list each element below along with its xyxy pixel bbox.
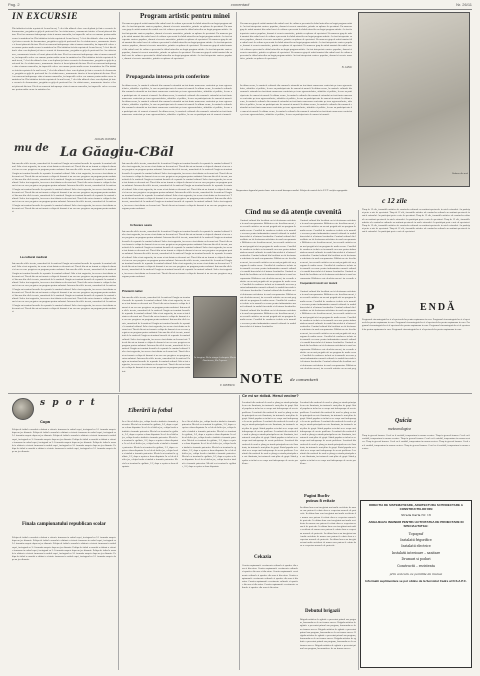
enda-letter: P [366,302,375,317]
program-title: Program artistic pentru minei [140,12,230,20]
announcement-item: Topograf [408,531,424,536]
gaagiu-subhead-2: In fiecare seara [130,223,152,227]
sport-photo [12,398,34,420]
page-number: Pag. 2 [8,2,20,7]
issue-number: Nr. 26/11 [456,2,472,7]
note-headline: Ce mi se ridică. Herul vecine? [242,393,299,398]
sport-section: Cupa [40,419,50,424]
debut-text: Brigada artistica de agitatie a prezentat primul sau program, bucurandu-se de un frumos succes. Brigada artistica de agitatie a prezentat primul sau program, bucurandu-se de un frumos succes. Brigada artistica de agitatie a prezentat primul sau program, bucurandu-se de un frumos succes. Brigada artistica de agitatie a prezentat primul sau program, bucurandu-se de un frumos succes. Brigada artistica de agitatie a prezentat primul sau program, bucurandu-se de un frumos succes. Brigada artistica de agitatie a prezentat primul sau program, bucurandu-se de un frumos succes. [300,618,356,650]
announcement-title: DIRECTIA DE SISTEMATIZARE, ARHITECTURA SI PROIECTARE A CONSTRUCTIILOR DIN [369,503,463,511]
gaagiu-prefix: mu de [14,143,49,154]
cind-text-c: Caminul cultural din localitate nu isi desfasoara activitatea in mod corespunzator. Biblioteca este deschisa rareori, iar cercurile artistice nu au mai pregatit nici un program de multa vreme. Consiliul de conducere trebuie sa ia masurile necesare pentru imbunatatirea muncii culturale in randul tineretului si al tuturor locuitorilor. Caminul cultural din localitate nu isi desfasoara activitatea in mod corespunzator. Biblioteca este deschisa rareori, iar cercurile artistice nu au mai pregatit nici un program de multa vreme. Consiliul de conducere trebuie sa ia masurile necesare pentru imbunatatirea muncii culturale in randul tineretului si al tuturor locuitorilor. Caminul cultural din localitate nu isi desfasoara activitatea in mod corespunzator. Biblioteca este deschisa rareori, iar cercurile artistice nu au mai pregatit nici un program de multa vreme. Consiliul de conducere trebuie sa ia masurile necesare pentru imbunatatirea muncii culturale in randul tineretului si al tuturor locuitorilor. Caminul cultural din localitate nu isi desfasoara activitatea in mod corespunzator. Biblioteca este deschisa rareori, iar cercurile artistice nu au mai pregatit nici un program de multa vreme. Consiliul de conducere trebuie sa ia masurile necesare pentru imbunatatirea muncii culturale in randul tineretului si al tuturor locuitorilor. Caminul cultural din localitate nu isi desfasoara activitatea in mod corespunzator. Biblioteca este deschisa rareori, iar cercurile artistice nu au mai preg [300,290,356,370]
excursie-signature: IULIAN CONDEA [94,138,116,141]
quicia-title: Quicia [395,418,412,424]
announcement-address: Strada Karla Nr. 16 [401,512,431,517]
announcement-item: Instalatii electrice [401,544,431,549]
propaganda-text-b: In ultima vreme, la caminele culturale din comunele raionului au fost tinute numeroase conferinte pe teme agrozootehnice, stiintifice si politice, la care au participat sute de oameni ai muncii. In ultima vreme, la caminele culturale din comunele raionului au fost tinute numeroase conferinte pe teme agrozootehnice, stiintifice si politice, la care au participat sute de oameni ai muncii. In ultima vreme, la caminele culturale din comunele raionului au fost tinute numeroase conferinte pe teme agrozootehnice, stiintifice si politice, la care au participat sute de oameni ai muncii. In ultima vreme, la caminele culturale din comunele raionului au fost tinute numeroase conferinte pe teme agrozootehnice, stiintifice si politice, la care au participat sute de oameni ai muncii. In ultima vreme, la caminele culturale din comunele raionului au fost tinute numeroase conferinte pe teme agrozootehnice, stiintifice si politice, la care au participat sute de oameni ai muncii. In ultima vreme, la caminele culturale din comunele raionului au fost tinute numeroase conferinte pe teme agrozootehnice, stiintifice si politice, la care au participat sute de oameni ai muncii. [240,84,352,116]
cind-subhead: Cooperatorii nostri vor muncii [300,282,338,285]
gaagiu-signature: V. IONESCU [219,384,235,387]
sport-title: s p o r t [40,398,97,408]
job-announcement [360,500,472,668]
enda-title: ENDĂ [420,302,457,313]
gaagiu-text-col1b: Intr-una din zilele trecute, muncitorii de la santierul Gaagiu au terminat lucrarile de reparatie la caminul cultural. Sala a fost zugravita, iar scena a fost dotata cu decoruri noi. Tinerii din sat au format o echipa de dansuri si un cor care pregatesc un program pentru sarbatori. Intr-una din zilele trecute, muncitorii de la santierul Gaagiu au terminat lucrarile de reparatie la caminul cultural. Sala a fost zugravita, iar scena a fost dotata cu decoruri noi. Tinerii din sat au format o echipa de dansuri si un cor care pregatesc un program pentru sarbatori. Intr-una din zilele trecute, muncitorii de la santierul Gaagiu au terminat lucrarile de reparatie la caminul cultural. Sala a fost zugravita, iar scena a fost dotata cu decoruri noi. Tinerii din sat au format o echipa de dansuri si un cor care pregatesc un program pentru sarbatori. Intr-una din zilele trecute, muncitorii de la santierul Gaagiu au terminat lucrarile de reparatie la caminul cultural. Sala a fost zugravita, iar scena a fost dotata cu decoruri noi. Tinerii din sat au format o echipa de dansuri si un cor care pregatesc un program pentru sarbatori. Intr-una din zilele trecute, muncitorii de la santierul Gaagiu au terminat lucrarile de reparatie la caminul cultural. Sala a fost zugravita, iar scena a fost dotata cu decoruri noi. Tinerii din sat au format o echipa de dansuri si un cor care pregatesc un program pentru sarbatori. Intr-una din zilele trecute, muncitorii de la santierul Gaagiu au terminat lucrarile de reparatie la caminul cultural. Sala a fost zugravita, iar scena a fost dotata cu decoruri noi. Tinerii din sat au format o echipa de dansuri si un cor care pregatesc un program pentru sarbatori. [12,262,116,314]
pagini-text: In ultima luna s-au inregistrat mai multe accidente de munca care puteau fi evitate daca se respectau normele de protectie. In ultima luna s-au inregistrat mai multe accidente de munca care puteau fi evitate daca se respectau normele de protectie. In ultima luna s-au inregistrat mai multe accidente de munca care puteau fi evitate daca se respectau normele de protectie. In ultima luna s-au inregistrat mai multe accidente de munca care puteau fi evitate daca se respectau normele de protectie. In ultima luna s-au inregistrat mai multe accidente de munca care puteau fi evitate daca se respectau normele de protectie. In ultima luna s-au inregistrat mai multe accidente de munca care puteau fi evitate daca se respectau normele de protectie. [300,506,356,548]
propaganda-title: Propaganda intensa prin conferinte [126,74,210,80]
announcement-subtitle: ANGAJEAZA INGINERI PENTRU ACTIVITATEA DE PROIECTARE IN SPECIALITATILE: [368,520,464,528]
sport-text-a: Echipa de fotbal a orasului a obtinut o victorie frumoasa in cadrul cupei, invingand cu 3-1 formatia oaspete dupa un joc dinamic. Echipa de fotbal a orasului a obtinut o victorie frumoasa in cadrul cupei, invingand cu 3-1 formatia oaspete dupa un joc dinamic. Echipa de fotbal a orasului a obtinut o victorie frumoasa in cadrul cupei, invingand cu 3-1 formatia oaspete dupa un joc dinamic. Echipa de fotbal a orasului a obtinut o victorie frumoasa in cadrul cupei, invingand cu 3-1 formatia oaspete dupa un joc dinamic. Echipa de fotbal a orasului a obtinut o victorie frumoasa in cadrul cupei, invingand cu 3-1 formatia oaspete dupa un joc dinamic. Echipa de fotbal a orasului a obtinut o victorie frumoasa in cadrul cupei, invingand cu 3-1 formatia oaspete dupa un joc dinamic. [12,428,116,454]
debut-title: Debutul brigazii [305,609,340,614]
landscape-photo-caption: Temperatura lagarului pentru bare: este cu mult deasupra mediei. Echipa de control de la C.F.T. verifica agregatele. [236,189,348,192]
landscape-photo [358,12,470,187]
announcement-item: Instalatii interioare – sanitare [391,550,441,555]
note-text-b: Locuitorii din cartierul de nord se plang ca strada principala nu este iluminata, iar trotuarele sunt pline de gropi. Sfatul popular ar trebui sa se ocupe mai indeaproape de aceste probleme. Locuitorii din cartierul de nord se plang ca strada principala nu este iluminata, iar trotuarele sunt pline de gropi. Sfatul popular ar trebui sa se ocupe mai indeaproape de aceste probleme. Locuitorii din cartierul de nord se plang ca strada principala nu este iluminata, iar trotuarele sunt pline de gropi. Sfatul popular ar trebui sa se ocupe mai indeaproape de aceste probleme. Locuitorii din cartierul de nord se plang ca strada principala nu este iluminata, iar trotuarele sunt pline de gropi. Sfatul popular ar trebui sa se ocupe mai indeaproape de aceste probleme. Locuitorii din cartierul de nord se plang ca strada principala nu este iluminata, iar trotuarele sunt pline de gropi. Sfatul popular ar trebui sa se ocupe mai indeaproape de aceste probleme. Locuitorii din cartierul de nord se plang ca strada principala nu este iluminata, iar trotuarele sunt pline de gropi. Sfatul popular ar trebui sa se ocupe mai indeaproape de aceste probleme. [300,401,356,465]
program-signature: N. IANU [341,66,352,69]
section-name: comentarii [230,2,250,7]
gaagiu-title: La Găagiu-CBăl [60,145,174,160]
elbere-title: Elberării la fotbal [128,408,173,414]
cind-text-a: Caminul cultural din localitate nu isi desfasoara activitatea in mod corespunzator. Biblioteca este deschisa rareori, iar cercurile artistice nu au mai pregatit nici un program de multa vreme. Consiliul de conducere trebuie sa ia masurile necesare pentru imbunatatirea muncii culturale in randul tineretului si al tuturor locuitorilor. Caminul cultural din localitate nu isi desfasoara activitatea in mod corespunzator. Biblioteca este deschisa rareori, iar cercurile artistice nu au mai pregatit nici un program de multa vreme. Consiliul de conducere trebuie sa ia masurile necesare pentru imbunatatirea muncii culturale in randul tineretului si al tuturor locuitorilor. Caminul cultural din localitate nu isi desfasoara activitatea in mod corespunzator. Biblioteca este deschisa rareori, iar cercurile artistice nu au mai pregatit nici un program de multa vreme. Consiliul de conducere trebuie sa ia masurile necesare pentru imbunatatirea muncii culturale in randul tineretului si al tuturor locuitorilor. Caminul cultural din localitate nu isi desfasoara activitatea in mod corespunzator. Biblioteca este deschisa rareori, iar cercurile artistice nu au mai pregatit nici un program de multa vreme. Consiliul de conducere trebuie sa ia masurile necesare pentru imbunatatirea muncii culturale in randul tineretului si al tuturor locuitorilor. Caminul cultural din localitate nu isi desfasoara activitatea in mod corespunzator. Biblioteca este deschisa rareori, iar cercurile artistice nu au mai pregatit nici un program de multa vreme. Consiliul de conducere trebuie sa ia masurile necesare pentru imbunatatirea muncii culturale in randul tineretului si al tuturor locuitorilor. Caminul cultural din localitate nu isi desfasoara activitatea in mod corespunzator. Biblioteca este deschisa rareori, iar cercurile artistice nu au mai pregatit nici un program de multa vreme. Consiliul de conducere trebuie sa ia masurile necesare pentru imbunatatirea muncii culturale in randul tineretului si al tuturor locuitorilor. [240,219,296,328]
excursie-text: Din initiativa fericita repetata de la anul trecut, 7 elevi din ultimele clase s-au deplasat joi intr-o excursie de documentare, pregatita cu grija de profesorii lor. Au vizitat muzee, monumente istorice si locuri pitoresti din tara. Elevii au cunoscut indeaproape viata si munca oamenilor, iar impresiile culese vor ramane pentru multa vreme in amintirea lor. Din initiativa fericita repetata de la anul trecut, 7 elevi din ultimele clase s-au deplasat joi intr-o excursie de documentare, pregatita cu grija de profesorii lor. Au vizitat muzee, monumente istorice si locuri pitoresti din tara. Elevii au cunoscut indeaproape viata si munca oamenilor, iar impresiile culese vor ramane pentru multa vreme in amintirea lor. Din initiativa fericita repetata de la anul trecut, 7 elevi din ultimele clase s-au deplasat joi intr-o excursie de documentare, pregatita cu grija de profesorii lor. Au vizitat muzee, monumente istorice si locuri pitoresti din tara. Elevii au cunoscut indeaproape viata si munca oamenilor, iar impresiile culese vor ramane pentru multa vreme in amintirea lor. Din initiativa fericita repetata de la anul trecut, 7 elevi din ultimele clase s-au deplasat joi intr-o excursie de documentare, pregatita cu grija de profesorii lor. Au vizitat muzee, monumente istorice si locuri pitoresti din tara. Elevii au cunoscut indeaproape viata si munca oamenilor, iar impresiile culese vor ramane pentru multa vreme in amintirea lor. Din initiativa fericita repetata de la anul trecut, 7 elevi din ultimele clase s-au deplasat joi intr-o excursie de documentare, pregatita cu grija de profesorii lor. Au vizitat muzee, monumente istorice si locuri pitoresti din tara. Elevii au cunoscut indeaproape viata si munca oamenilor, iar impresiile culese vor ramane pentru multa vreme in amintirea lor. Din initiativa fericita repetata de la anul trecut, 7 elevi din ultimele clase s-au deplasat joi intr-o excursie de documentare, pregatita cu grija de profesorii lor. Au vizitat muzee, monumente istorice si locuri pitoresti din tara. Elevii au cunoscut indeaproape viata si munca oamenilor, iar impresiile culese vor ramane pentru multa vreme in amintirea lor. [12,27,116,91]
program-text-a: Un numeros grup de artisti amatori din cadrul casei de cultura a prezentat la clubul minerilor un bogat program artistic. Au fost interpretate cantece populare, dansuri si scenete umoristice, primite cu aplauze de spectatori. Un numeros grup de artisti amatori din cadrul casei de cultura a prezentat la clubul minerilor un bogat program artistic. Au fost interpretate cantece populare, dansuri si scenete umoristice, primite cu aplauze de spectatori. Un numeros grup de artisti amatori din cadrul casei de cultura a prezentat la clubul minerilor un bogat program artistic. Au fost interpretate cantece populare, dansuri si scenete umoristice, primite cu aplauze de spectatori. Un numeros grup de artisti amatori din cadrul casei de cultura a prezentat la clubul minerilor un bogat program artistic. Au fost interpretate cantece populare, dansuri si scenete umoristice, primite cu aplauze de spectatori. Un numeros grup de artisti amatori din cadrul casei de cultura a prezentat la clubul minerilor un bogat program artistic. Au fost interpretate cantece populare, dansuri si scenete umoristice, primite cu aplauze de spectatori. Un numeros grup de artisti amatori din cadrul casei de cultura a prezentat la clubul minerilor un bogat program artistic. Au fost interpretate cantece populare, dansuri si scenete umoristice, primite cu aplauze de spectatori. [122,22,232,61]
announcement-item: Drumuri si poduri [401,557,431,562]
page-header [8,3,472,10]
cind-text-b: Caminul cultural din localitate nu isi desfasoara activitatea in mod corespunzator. Biblioteca este deschisa rareori, iar cercurile artistice nu au mai pregatit nici un program de multa vreme. Consiliul de conducere trebuie sa ia masurile necesare pentru imbunatatirea muncii culturale in randul tineretului si al tuturor locuitorilor. Caminul cultural din localitate nu isi desfasoara activitatea in mod corespunzator. Biblioteca este deschisa rareori, iar cercurile artistice nu au mai pregatit nici un program de multa vreme. Consiliul de conducere trebuie sa ia masurile necesare pentru imbunatatirea muncii culturale in randul tineretului si al tuturor locuitorilor. Caminul cultural din localitate nu isi desfasoara activitatea in mod corespunzator. Biblioteca este deschisa rareori, iar cercurile artistice nu au mai pregatit nici un program de multa vreme. Consiliul de conducere trebuie sa ia masurile necesare pentru imbunatatirea muncii culturale in randul tineretului si al tuturor locuitorilor. Caminul cultural din localitate nu isi desfasoara activitatea in mod corespunzator. Biblioteca este deschisa rareori, iar cercurile a [300,219,356,279]
propaganda-text-a: In ultima vreme, la caminele culturale din comunele raionului au fost tinute numeroase conferinte pe teme agrozootehnice, stiintifice si politice, la care au participat sute de oameni ai muncii. In ultima vreme, la caminele culturale din comunele raionului au fost tinute numeroase conferinte pe teme agrozootehnice, stiintifice si politice, la care au participat sute de oameni ai muncii. In ultima vreme, la caminele culturale din comunele raionului au fost tinute numeroase conferinte pe teme agrozootehnice, stiintifice si politice, la care au participat sute de oameni ai muncii. In ultima vreme, la caminele culturale din comunele raionului au fost tinute numeroase conferinte pe teme agrozootehnice, stiintifice si politice, la care au participat sute de oameni ai muncii. In ultima vreme, la caminele culturale din comunele raionului au fost tinute numeroase conferinte pe teme agrozootehnice, stiintifice si politice, la care au participat sute de oameni ai muncii. In ultima vreme, la caminele culturale din comunele raionului au fost tinute numeroase conferinte pe teme agrozootehnice, stiintifice si politice, la care au participat sute de oameni ai muncii. [122,84,232,116]
gaagiu-photo-caption: In imagine: De la stanga la dreapta: Maria Dumitrescu, Ilie Popescu. [194,356,236,363]
gaagiu-photo [193,296,237,378]
gaagiu-subhead-3: Prietenii natiei [122,289,143,293]
finala-text: Echipa de fotbal a orasului a obtinut o victorie frumoasa in cadrul cupei, invingand cu 3-1 formatia oaspete dupa un joc dinamic. Echipa de fotbal a orasului a obtinut o victorie frumoasa in cadrul cupei, invingand cu 3-1 formatia oaspete dupa un joc dinamic. Echipa de fotbal a orasului a obtinut o victorie frumoasa in cadrul cupei, invingand cu 3-1 formatia oaspete dupa un joc dinamic. Echipa de fotbal a orasului a obtinut o victorie frumoasa in cadrul cupei, invingand cu 3-1 formatia oaspete dupa un joc dinamic. Echipa de fotbal a orasului a obtinut o victorie frumoasa in cadrul cupei, invingand cu 3-1 formatia oaspete dupa un joc dinamic. Echipa de fotbal a orasului a obtinut o victorie frumoasa in cadrul cupei, invingand cu 3-1 formatia oaspete dupa un joc dinamic. [12,536,116,562]
cekazia-text: Cronica saptamanii: evenimente culturale si sportive din oras si din raion. Cronica saptamanii: evenimente culturale si sportive din oras si din raion. Cronica saptamanii: evenimente culturale si sportive din oras si din raion. Cronica saptamanii: evenimente culturale si sportive din oras si din raion. Cronica saptamanii: evenimente culturale si sportive din oras si din raion. Cronica saptamanii: evenimente culturale si sportive din oras si din raion. [242,564,298,590]
landscape-caption: Vederea din aval [452,172,468,175]
elbere-text-a: In cel de-al doilea joc, echipa locala a intalnit o formatie puternica. Meciul s-a terminat la egalitate, 2-2, dupa o repriza a doua disputata. In cel de-al doilea joc, echipa locala a intalnit o formatie puternica. Meciul s-a terminat la egalitate, 2-2, dupa o repriza a doua disputata. In cel de-al doilea joc, echipa locala a intalnit o formatie puternica. Meciul s-a terminat la egalitate, 2-2, dupa o repriza a doua disputata. In cel de-al doilea joc, echipa locala a intalnit o formatie puternica. Meciul s-a terminat la egalitate, 2-2, dupa o repriza a doua disputata. In cel de-al doilea joc, echipa locala a intalnit o formatie puternica. Meciul s-a terminat la egalitate, 2-2, dupa o repriza a doua disputata. In cel de-al doilea joc, echipa locala a intalnit o formatie puternica. Meciul s-a terminat la egalitate, 2-2, dupa o repriza a doua disputata. [122,420,178,468]
pagini-subtitle: puteau fi evitate [306,499,336,503]
elbere-text-b: In cel de-al doilea joc, echipa locala a intalnit o formatie puternica. Meciul s-a terminat la egalitate, 2-2, dupa o repriza a doua disputata. In cel de-al doilea joc, echipa locala a intalnit o formatie puternica. Meciul s-a terminat la egalitate, 2-2, dupa o repriza a doua disputata. In cel de-al doilea joc, echipa locala a intalnit o formatie puternica. Meciul s-a terminat la egalitate, 2-2, dupa o repriza a doua disputata. In cel de-al doilea joc, echipa locala a intalnit o formatie puternica. Meciul s-a terminat la egalitate, 2-2, dupa o repriza a doua disputata. In cel de-al doilea joc, echipa locala a intalnit o formatie puternica. Meciul s-a terminat la egalitate, 2-2, dupa o repriza a doua disputata. In cel de-al doilea joc, echipa locala a intalnit o formatie puternica. Meciul s-a terminat la egalitate, 2-2, dupa o repriza a doua disputata. [182,420,236,468]
enda-text: Programul cinematografelor si al spectacolelor pentru saptamana in curs. Programul cinematografelor si al spectacolelor pentru saptamana in curs. Programul cinematografelor si al spectacolelor pentru saptamana in curs. Programul cinematografelor si al spectacolelor pentru saptamana in curs. Programul cinematografelor si al spectacolelor pentru saptamana in curs. Programul cinematografelor si al spectacolelor pentru saptamana in curs. [362,318,470,331]
gaagiu-text-col2c: Intr-una din zilele trecute, muncitorii de la santierul Gaagiu au terminat lucrarile de reparatie la caminul cultural. Sala a fost zugravita, iar scena a fost dotata cu decoruri noi. Tinerii din sat au format o echipa de dansuri si un cor care pregatesc un program pentru sarbatori. Intr-una din zilele trecute, muncitorii de la santierul Gaagiu au terminat lucrarile de reparatie la caminul cultural. Sala a fost zugravita, iar scena a fost dotata cu decoruri noi. Tinerii din sat au format o echipa de dansuri si un cor care pregatesc un program pentru sarbatori. Intr-una din zilele trecute, muncitorii de la santierul Gaagiu au terminat lucrarile de reparatie la caminul cultural. Sala a fost zugravita, iar scena a fost dotata cu decoruri noi. Tinerii din sat au format o echipa de dansuri si un cor care pregatesc un program pentru sarbatori. Intr-una din zilele trecute, muncitorii de la santierul Gaagiu au terminat lucrarile de reparatie la caminul cultural. Sala a fost zugravita, iar scena a fost dotata cu decoruri noi. Tinerii din sat au format o echipa de dansuri si un cor care pregatesc un program pentru sarbatori. Intr-una din zilele trecute, muncitorii de la santierul Gaagiu au terminat lucrarile de reparatie la caminul cultural. Sala a fost zugravita, iar scena a fost dotata cu decoruri noi. Tinerii din sat au format o echipa de dansuri si un cor care pregatesc un program pentru sarbatori. Intr-una din zilele trecute, muncitorii de la santierul Gaagiu au terminat lucrarile de reparatie la caminul cultural. Sala a fost zugravita, iar scena a fost dotata cu decoruri noi. Tinerii din sat au format o echipa de dansuri si un cor care pregatesc un program pentru sarbatori. [122,296,190,373]
announcement-contact: Informatii suplimentare se pot obtine de la Serviciul Cadre al D.S.A.P.C. [365,579,467,584]
note-title: NOTE [240,372,284,387]
excursie-title: IN EXCURSIE [12,12,78,22]
announcement-item: Constructii – rezistenta [397,563,435,568]
note-text-a: Locuitorii din cartierul de nord se plang ca strada principala nu este iluminata, iar trotuarele sunt pline de gropi. Sfatul popular ar trebui sa se ocupe mai indeaproape de aceste probleme. Locuitorii din cartierul de nord se plang ca strada principala nu este iluminata, iar trotuarele sunt pline de gropi. Sfatul popular ar trebui sa se ocupe mai indeaproape de aceste probleme. Locuitorii din cartierul de nord se plang ca strada principala nu este iluminata, iar trotuarele sunt pline de gropi. Sfatul popular ar trebui sa se ocupe mai indeaproape de aceste probleme. Locuitorii din cartierul de nord se plang ca strada principala nu este iluminata, iar trotuarele sunt pline de gropi. Sfatul popular ar trebui sa se ocupe mai indeaproape de aceste probleme. Locuitorii din cartierul de nord se plang ca strada principala nu este iluminata, iar trotuarele sunt pline de gropi. Sfatul popular ar trebui sa se ocupe mai indeaproape de aceste probleme. Locuitorii din cartierul de nord se plang ca strada principala nu este iluminata, iar trotuarele sunt pline de gropi. Sfatul popular ar trebui sa se ocupe mai indeaproape de aceste probleme. [242,401,298,465]
cekazia-title: Cekazia [254,555,272,560]
announcement-footer: prin concurs cu pomilile de munca [389,572,443,577]
pagini-title: Pagini Bucliv [304,493,330,498]
zile-title: c 12 zile [382,196,407,205]
quicia-subtitle: meteorologice [388,427,412,431]
announcement-item: Instalatii frigorifice [400,538,432,542]
gaagiu-text-col2b: Intr-una din zilele trecute, muncitorii de la santierul Gaagiu au terminat lucrarile de reparatie la caminul cultural. Sala a fost zugravita, iar scena a fost dotata cu decoruri noi. Tinerii din sat au format o echipa de dansuri si un cor care pregatesc un program pentru sarbatori. Intr-una din zilele trecute, muncitorii de la santierul Gaagiu au terminat lucrarile de reparatie la caminul cultural. Sala a fost zugravita, iar scena a fost dotata cu decoruri noi. Tinerii din sat au format o echipa de dansuri si un cor care pregatesc un program pentru sarbatori. Intr-una din zilele trecute, muncitorii de la santierul Gaagiu au terminat lucrarile de reparatie la caminul cultural. Sala a fost zugravita, iar scena a fost dotata cu decoruri noi. Tinerii din sat au format o echipa de dansuri si un cor care pregatesc un program pentru sarbatori. Intr-una din zilele trecute, muncitorii de la santierul Gaagiu au terminat lucrarile de reparatie la caminul cultural. Sala a fost zugravita, iar scena a fost dotata cu decoruri noi. Tinerii din sat au format o echipa de dansuri si un cor care pregatesc un program pentru sarbatori. Intr-una din zilele trecute, muncitorii de la santierul Gaagiu au terminat lucrarile de reparatie la caminul cultural. Sala a fost zugravita, iar scena a fost dotata cu decoruri noi. Tinerii din sat au format o echipa de dansuri si un cor care pregatesc un program pentru sarbatori. Intr-una din zilele trecute, muncitorii de la santierul Gaagiu au terminat lucrarile de reparatie la caminul cultural. Sala a fost zugravita, iar scena a fost dotata cu decoruri noi. Tinerii din sat au format o echipa de dansuri si un cor care pregatesc un program pentru sarbatori. [122,230,232,278]
gaagiu-text-col1: Intr-una din zilele trecute, muncitorii de la santierul Gaagiu au terminat lucrarile de reparatie la caminul cultural. Sala a fost zugravita, iar scena a fost dotata cu decoruri noi. Tinerii din sat au format o echipa de dansuri si un cor care pregatesc un program pentru sarbatori. Intr-una din zilele trecute, muncitorii de la santierul Gaagiu au terminat lucrarile de reparatie la caminul cultural. Sala a fost zugravita, iar scena a fost dotata cu decoruri noi. Tinerii din sat au format o echipa de dansuri si un cor care pregatesc un program pentru sarbatori. Intr-una din zilele trecute, muncitorii de la santierul Gaagiu au terminat lucrarile de reparatie la caminul cultural. Sala a fost zugravita, iar scena a fost dotata cu decoruri noi. Tinerii din sat au format o echipa de dansuri si un cor care pregatesc un program pentru sarbatori. Intr-una din zilele trecute, muncitorii de la santierul Gaagiu au terminat lucrarile de reparatie la caminul cultural. Sala a fost zugravita, iar scena a fost dotata cu decoruri noi. Tinerii din sat au format o echipa de dansuri si un cor care pregatesc un program pentru sarbatori. Intr-una din zilele trecute, muncitorii de la santierul Gaagiu au terminat lucrarile de reparatie la caminul cultural. Sala a fost zugravita, iar scena a fost dotata cu decoruri noi. Tinerii din sat au format o echipa de dansuri si un cor care pregatesc un program pentru sarbatori. Intr-una din zilele trecute, muncitorii de la santierul Gaagiu au terminat lucrarile de reparatie la caminul cultural. Sala a fost zugravita, iar scena a fost dotata cu decoruri noi. Tinerii din sat au format o echipa de dansuri si un cor care pregatesc un program pentru sarbatori. [12,162,116,214]
note-subtitle: de comentarii [290,377,319,382]
gaagiu-text-col2: Intr-una din zilele trecute, muncitorii de la santierul Gaagiu au terminat lucrarile de reparatie la caminul cultural. Sala a fost zugravita, iar scena a fost dotata cu decoruri noi. Tinerii din sat au format o echipa de dansuri si un cor care pregatesc un program pentru sarbatori. Intr-una din zilele trecute, muncitorii de la santierul Gaagiu au terminat lucrarile de reparatie la caminul cultural. Sala a fost zugravita, iar scena a fost dotata cu decoruri noi. Tinerii din sat au format o echipa de dansuri si un cor care pregatesc un program pentru sarbatori. Intr-una din zilele trecute, muncitorii de la santierul Gaagiu au terminat lucrarile de reparatie la caminul cultural. Sala a fost zugravita, iar scena a fost dotata cu decoruri noi. Tinerii din sat au format o echipa de dansuri si un cor care pregatesc un program pentru sarbatori. Intr-una din zilele trecute, muncitorii de la santierul Gaagiu au terminat lucrarile de reparatie la caminul cultural. Sala a fost zugravita, iar scena a fost dotata cu decoruri noi. Tinerii din sat au format o echipa de dansuri si un cor care pregatesc un program pentru sarbatori. Intr-una din zilele trecute, muncitorii de la santierul Gaagiu au terminat lucrarile de reparatie la caminul cultural. Sala a fost zugravita, iar scena a fost dotata cu decoruri noi. Tinerii din sat au format o echipa de dansuri si un cor care pregatesc un program pentru sarbatori. Intr-una din zilele trecute, muncitorii de la santierul Gaagiu au terminat lucrarile de reparatie la caminul cultural. Sala a fost zugravita, iar scena a fost dotata cu decoruri noi. Tinerii din sat au format o echipa de dansuri si un cor care pregatesc un program pentru sarbatori. [122,162,232,210]
program-text-b: Un numeros grup de artisti amatori din cadrul casei de cultura a prezentat la clubul minerilor un bogat program artistic. Au fost interpretate cantece populare, dansuri si scenete umoristice, primite cu aplauze de spectatori. Un numeros grup de artisti amatori din cadrul casei de cultura a prezentat la clubul minerilor un bogat program artistic. Au fost interpretate cantece populare, dansuri si scenete umoristice, primite cu aplauze de spectatori. Un numeros grup de artisti amatori din cadrul casei de cultura a prezentat la clubul minerilor un bogat program artistic. Au fost interpretate cantece populare, dansuri si scenete umoristice, primite cu aplauze de spectatori. Un numeros grup de artisti amatori din cadrul casei de cultura a prezentat la clubul minerilor un bogat program artistic. Au fost interpretate cantece populare, dansuri si scenete umoristice, primite cu aplauze de spectatori. Un numeros grup de artisti amatori din cadrul casei de cultura a prezentat la clubul minerilor un bogat program artistic. Au fost interpretate cantece populare, dansuri si scenete umoristice, primite cu aplauze de spectatori. Un numeros grup de artisti amatori din cadrul casei de cultura a prezentat la clubul minerilor un bogat program artistic. Au fost interpretate cantece populare, dansuri si scenete umoristice, primite cu aplauze de spectatori. [240,22,352,61]
quicia-text: Timp in general frumos. Cerul va fi variabil, temperatura in usoara crestere. Timp in general frumos. Cerul va fi variabil, temperatura in usoara crestere. Timp in general frumos. Cerul va fi variabil, temperatura in usoara crestere. Timp in general frumos. Cerul va fi variabil, temperatura in usoara crestere. Timp in general frumos. Cerul va fi variabil, temperatura in usoara crestere. Timp in general frumos. Cerul va fi variabil, temperatura in usoara crestere. [362,434,470,450]
finala-title: Finala campionatului republican scolar [22,522,106,527]
cind-title: Cînd nu se dă atenție cuvenită [245,207,342,216]
gaagiu-subhead-1: La cultural medical [20,255,48,259]
zile-text: Timp de 12 zile, formatiile artistice ale caminelor culturale au sustinut spectacole in satele raionului. Au participat peste o mie de spectatori. Timp de 12 zile, formatiile artistice ale caminelor culturale au sustinut spectacole in satele raionului. Au participat peste o mie de spectatori. Timp de 12 zile, formatiile artistice ale caminelor culturale au sustinut spectacole in satele raionului. Au participat peste o mie de spectatori. Timp de 12 zile, formatiile artistice ale caminelor culturale au sustinut spectacole in satele raionului. Au participat peste o mie de spectatori. Timp de 12 zile, formatiile artistice ale caminelor culturale au sustinut spectacole in satele raionului. Au participat peste o mie de spectatori. Timp de 12 zile, formatiile artistice ale caminelor culturale au sustinut spectacole in satele raionului. Au participat peste o mie de spectatori. [362,208,470,234]
